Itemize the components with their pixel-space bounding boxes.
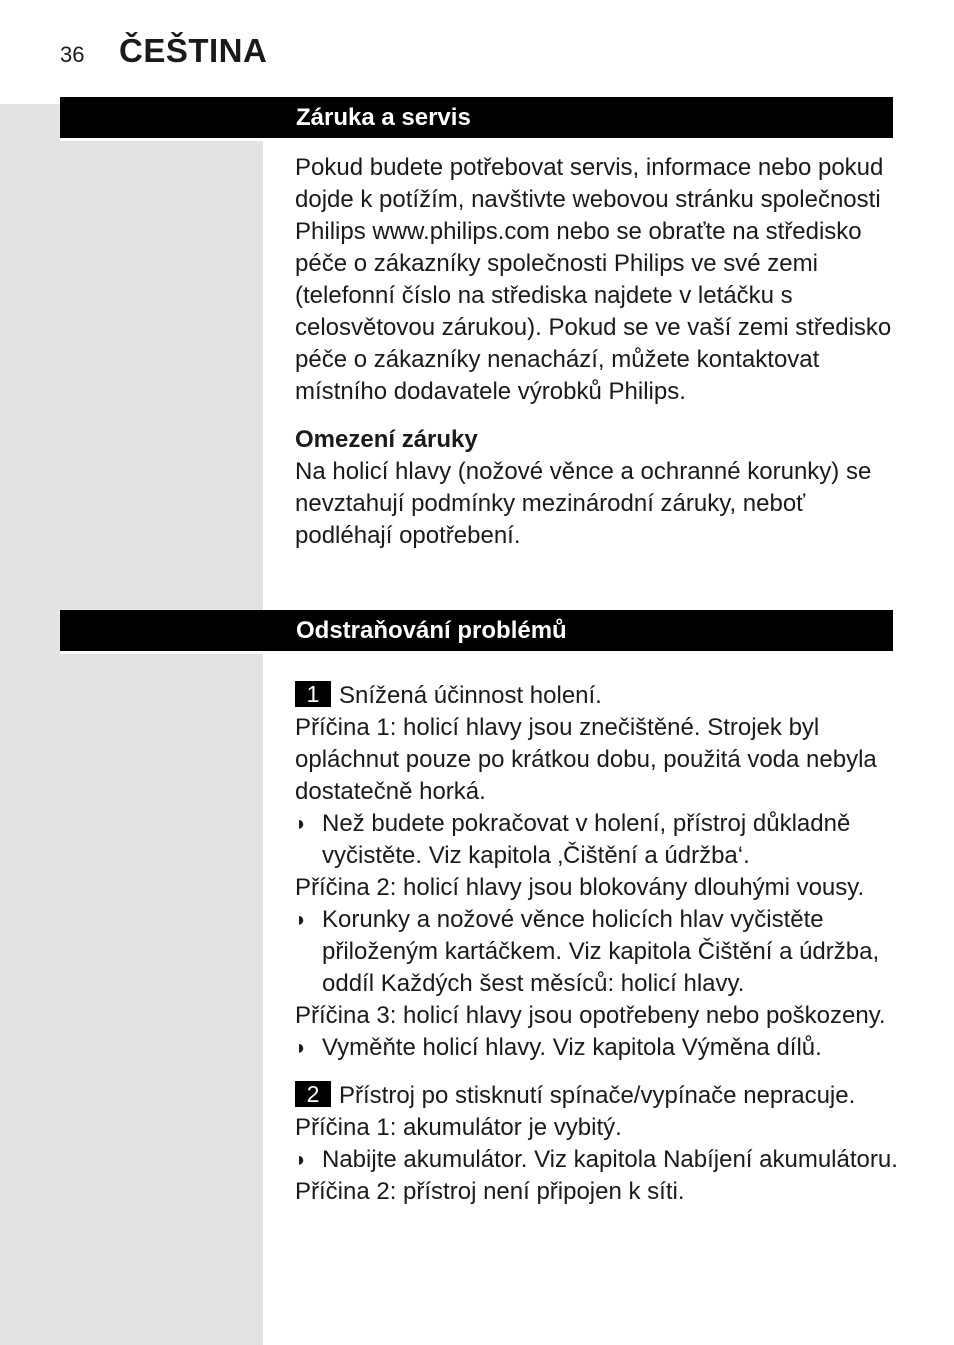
- action-text: Nabijte akumulátor. Viz kapitola Nabíjení akumulátoru.: [322, 1146, 898, 1173]
- issue-1-title: [295, 680, 905, 712]
- troubleshooting-body: [295, 680, 905, 1208]
- issue-1-cause-1: Příčina 1: holicí hlavy jsou znečištěné. Strojek byl opláchnut pouze po krátkou dobu, použitá voda nebyla dostatečně horká.: [295, 714, 877, 805]
- issue-title-text: Přístroj po stisknutí spínače/vypínače nepracuje.: [339, 1082, 856, 1109]
- bullet-arrow-icon: ◗: [295, 813, 308, 835]
- issue-number-badge: 1: [295, 681, 331, 707]
- text-part: Pokud budete potřebovat servis, informace nebo pokud dojde k potížím, navštivte webovou stránku společnosti Philips: [295, 154, 884, 245]
- issue-1-action-1: [295, 808, 905, 872]
- website-link[interactable]: www.philips.com: [372, 218, 550, 245]
- page-number: 36: [60, 42, 85, 67]
- issue-number-badge: 2: [295, 1081, 331, 1107]
- section-header-warranty: [60, 97, 893, 138]
- issue-2-action-1: [295, 1144, 905, 1176]
- bullet-arrow-icon: ◗: [295, 909, 308, 931]
- warranty-paragraph: [295, 152, 895, 408]
- limits-text: Na holicí hlavy (nožové věnce a ochranné korunky) se nevztahují podmínky mezinárodní záruky, neboť podléhají opotřebení.: [295, 458, 872, 549]
- action-text: Než budete pokračovat v holení, přístroj důkladně vyčistěte. Viz kapitola ‚Čištění a údržba‘.: [322, 810, 851, 869]
- margin-column: [0, 104, 263, 1345]
- action-text: Korunky a nožové věnce holicích hlav vyčistěte přiloženým kartáčkem. Viz kapitola Čištění a údržba, oddíl Každých šest měsíců: holicí hlavy.: [322, 906, 880, 997]
- divider: [60, 138, 263, 141]
- limits-heading: Omezení záruky: [295, 426, 478, 453]
- issue-1-action-3: [295, 1032, 905, 1064]
- issue-1-cause-3: Příčina 3: holicí hlavy jsou opotřebeny nebo poškozeny.: [295, 1002, 886, 1029]
- divider: [60, 651, 263, 654]
- section-title: Odstraňování problémů: [296, 617, 567, 644]
- section-title: Záruka a servis: [296, 104, 471, 131]
- section-header-troubleshooting: [60, 610, 893, 651]
- warranty-body: [295, 152, 895, 552]
- issue-1-cause-2: Příčina 2: holicí hlavy jsou blokovány dlouhými vousy.: [295, 874, 865, 901]
- bullet-arrow-icon: ◗: [295, 1037, 308, 1059]
- issue-2-cause-1: Příčina 1: akumulátor je vybitý.: [295, 1114, 622, 1141]
- issue-2-title: [295, 1080, 905, 1112]
- issue-1-action-2: [295, 904, 905, 1000]
- text-part: nebo se obraťte na středisko péče o zákazníky společnosti Philips ve své zemi (telefonní číslo na střediska najdete v letáčku s celosvětovou zárukou). Pokud se ve vaší zemi středisko péče o zákazníky nenachází, můžete kontaktovat místního dodavatele výrobků Philips.: [295, 218, 892, 405]
- issue-2-cause-2: Příčina 2: přístroj není připojen k síti.: [295, 1178, 685, 1205]
- bullet-arrow-icon: ◗: [295, 1149, 308, 1171]
- action-text: Vyměňte holicí hlavy. Viz kapitola Výměna dílů.: [322, 1034, 822, 1061]
- issue-title-text: Snížená účinnost holení.: [339, 682, 602, 709]
- language-title: ČEŠTINA: [119, 32, 268, 69]
